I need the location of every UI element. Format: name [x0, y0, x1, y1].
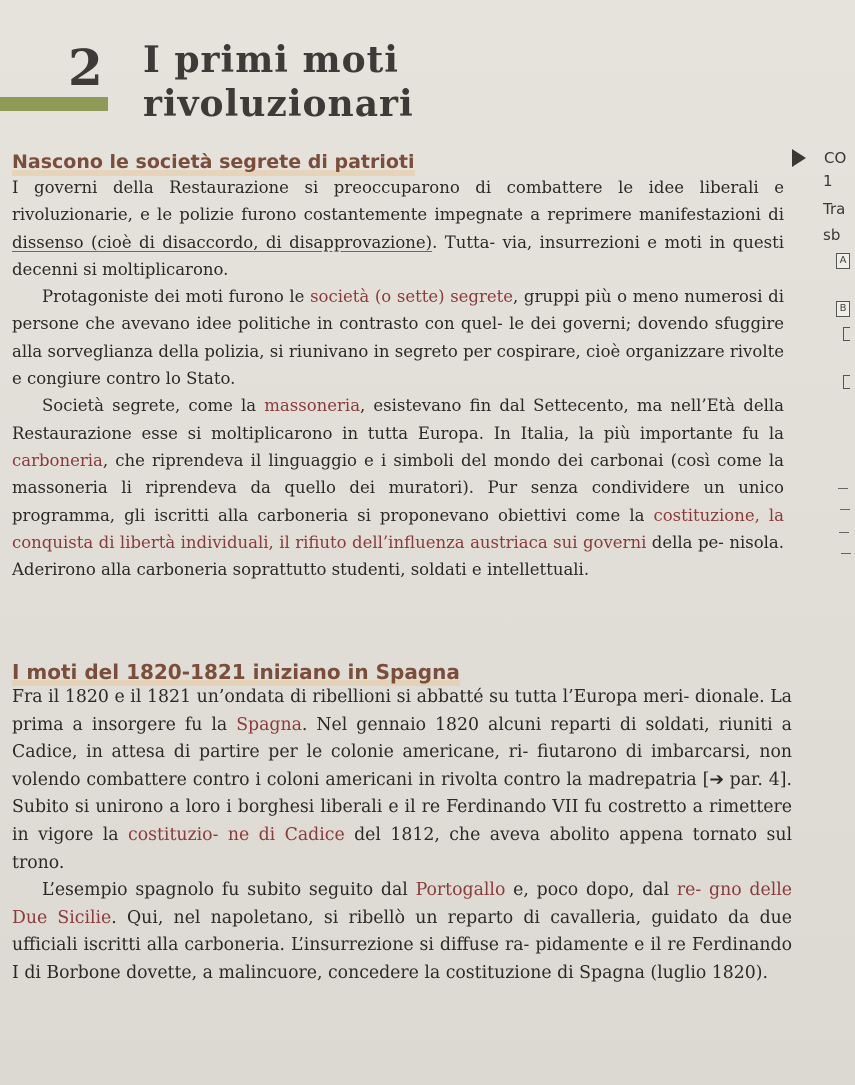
paragraph [12, 684, 792, 877]
margin-bracket-icon [843, 327, 850, 341]
chapter-number: 2 [68, 38, 103, 97]
text-run: . Qui, nel napoletano, si ribellò un reparto di cavalleria, guidato da due ufficiali iscritti alla carboneria. L’insurrezione si diffuse ra- pidamente e il re Ferdinando I di Borbone dovette, a malincuore, concedere la costituzione di Spagna (luglio 1820). [12, 907, 792, 983]
margin-box-label: B [836, 301, 850, 317]
paragraph [12, 283, 784, 392]
margin-number: 1 [823, 172, 833, 190]
paragraph [12, 877, 792, 987]
paragraph [12, 392, 784, 583]
highlighted-term: re- gno delle Due Sicilie [12, 880, 792, 928]
section-heading-societa-segrete: Nascono le società segrete di patrioti [12, 151, 415, 173]
text-run: della pe- nisola. Aderirono alla carboneria soprattutto studenti, soldati e intellettuali. [12, 532, 784, 580]
text-run: Fra il 1820 e il 1821 un’ondata di ribellioni si abbatté su tutta l’Europa meri- dionale. La prima a insorgere fu la [12, 687, 792, 735]
highlighted-term: carboneria [12, 450, 103, 470]
margin-tick-icon [838, 488, 848, 489]
margin-label: Tra [823, 200, 846, 218]
text-run: , che riprendeva il linguaggio e i simboli del mondo dei carbonai (così come la massoneria li riprendeva da quello dei muratori). Pur senza condividere un unico programma, gli iscritti alla carboneria si proponevano obiettivi come la [12, 450, 784, 525]
text-run: , gruppi più o meno numerosi di persone che avevano idee politiche in contrasto con quel- le dei governi; dovendo sfuggire alla sorveglianza della polizia, si riunivano in segreto per cospirare, cioè organizzare rivolte e congiure contro lo Stato. [12, 287, 785, 389]
highlighted-term: dissenso (cioè di disaccordo, di disapprovazione) [12, 232, 433, 252]
text-run: e, poco dopo, dal [505, 880, 677, 901]
section-2-body [12, 684, 792, 988]
text-run: . Nel gennaio 1820 alcuni reparti di soldati, riuniti a Cadice, in attesa di partire per le colonie americane, ri- fiutarono di imbarcarsi, non volendo combattere contro i coloni americani in rivolta contro la madrepatria [➔ par. 4]. Subito si unirono a loro i borghesi liberali e il re Ferdinando VII fu costretto a rimettere in vigore la [12, 714, 792, 845]
highlighted-term: costituzione, la conquista di libertà individuali, il rifiuto dell’influenza austriaca sui governi [12, 505, 784, 552]
margin-tick-icon [840, 509, 850, 510]
highlighted-term: Portogallo [415, 880, 506, 901]
text-run: Protagoniste dei moti furono le [42, 287, 311, 307]
paragraph [12, 174, 784, 283]
highlighted-term: costituzio- ne di Cadice [128, 824, 345, 845]
margin-tick-icon [841, 553, 851, 554]
margin-bracket-icon [843, 375, 850, 389]
text-run: del 1812, che aveva abolito appena tornato sul trono. [12, 824, 792, 873]
text-run: , esistevano fin dal Settecento, ma nell’Età della Restaurazione esse si moltiplicarono in tutta Europa. In Italia, la più importante fu la [12, 396, 784, 443]
section-heading-moti-1820: I moti del 1820-1821 iniziano in Spagna [12, 660, 460, 684]
margin-label: sb [823, 226, 841, 244]
margin-box-label: A [836, 253, 850, 269]
margin-tick-icon [839, 532, 849, 533]
section-1-body [12, 174, 784, 583]
text-run: Società segrete, come la [42, 396, 265, 416]
chapter-accent-bar [0, 97, 108, 111]
margin-label: CO [824, 149, 847, 167]
highlighted-term: Spagna [236, 714, 302, 735]
text-run: . Tutta- via, insurrezioni e moti in questi decenni si moltiplicarono. [12, 232, 785, 279]
margin-arrow-icon [792, 149, 806, 167]
text-run: I governi della Restaurazione si preoccuparono di combattere le idee liberali e rivoluzionarie, e le polizie furono costantemente impegnate a reprimere manifestazioni di [12, 178, 784, 225]
highlighted-term: società (o sette) segrete [310, 287, 514, 307]
chapter-title: I primi moti rivoluzionari [143, 39, 414, 125]
highlighted-term: massoneria [264, 396, 361, 416]
text-run: L’esempio spagnolo fu subito seguito dal [42, 880, 416, 901]
